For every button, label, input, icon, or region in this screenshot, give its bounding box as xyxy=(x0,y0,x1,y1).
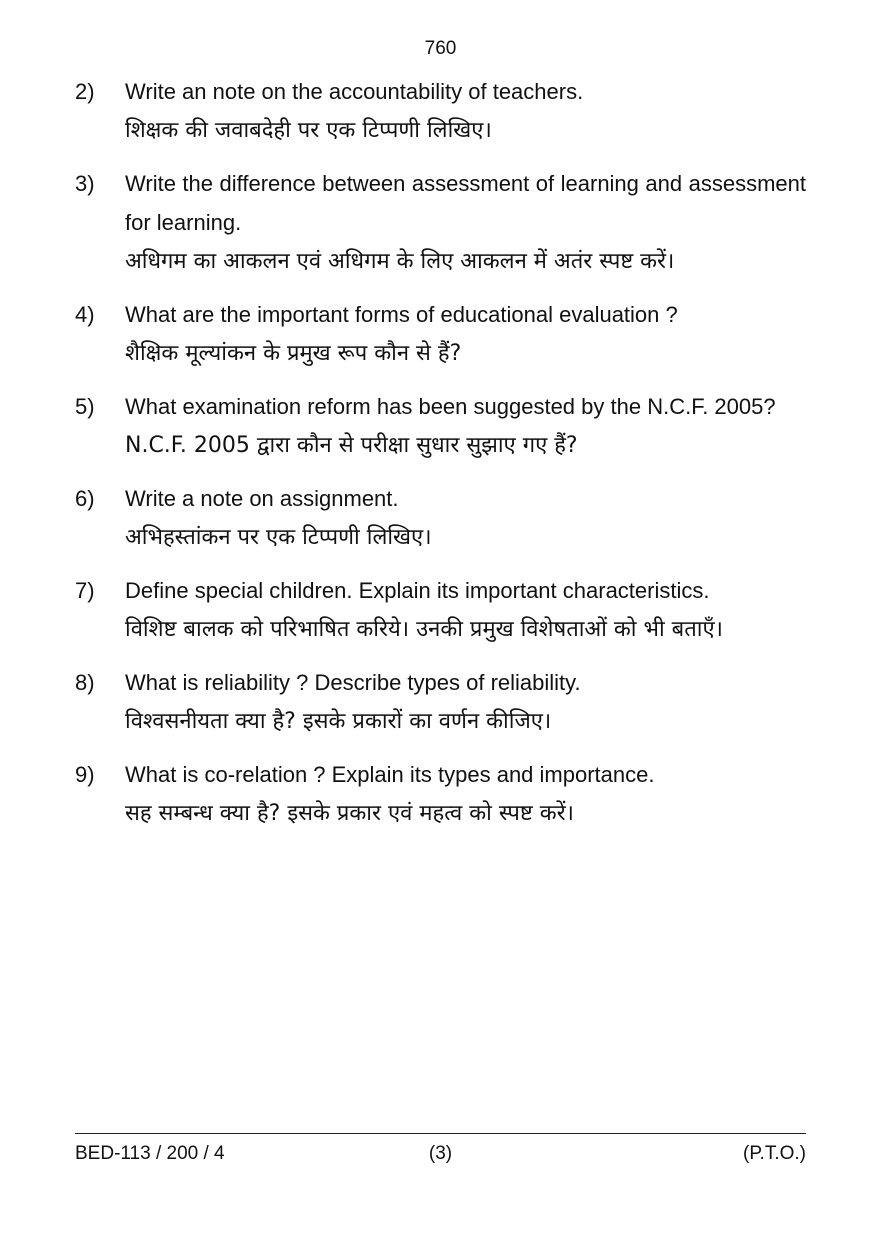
page-number: 760 xyxy=(424,38,457,59)
question-number: 5) xyxy=(75,394,95,419)
question-body xyxy=(125,72,806,150)
question-number: 2) xyxy=(75,79,95,104)
question-body xyxy=(125,295,806,373)
question-text-hindi: अभिहस्तांकन पर एक टिप्पणी लिखिए। xyxy=(125,525,432,550)
paper-code: BED-113 / 200 / 4 xyxy=(75,1143,225,1164)
question-body xyxy=(125,479,806,557)
question-body xyxy=(125,571,806,649)
page-footer xyxy=(75,1143,806,1169)
question-item xyxy=(75,755,806,833)
question-number: 4) xyxy=(75,302,95,327)
question-text-english: What is co-relation ? Explain its types and importance. xyxy=(125,762,655,787)
question-item xyxy=(75,72,806,150)
question-text-hindi: विशिष्ट बालक को परिभाषित करिये। उनकी प्रमुख विशेषताओं को भी बताएँ। xyxy=(125,617,723,642)
question-item xyxy=(75,295,806,373)
question-number: 6) xyxy=(75,486,95,511)
question-body xyxy=(125,164,806,281)
question-text-english: What are the important forms of educational evaluation ? xyxy=(125,302,678,327)
question-item xyxy=(75,663,806,741)
question-text-hindi: N.C.F. 2005 द्वारा कौन से परीक्षा सुधार सुझाए गए हैं? xyxy=(125,433,578,458)
question-item xyxy=(75,387,806,465)
question-body xyxy=(125,663,806,741)
question-item xyxy=(75,571,806,649)
question-body xyxy=(125,755,806,833)
question-item xyxy=(75,164,806,281)
please-turn-over: (P.T.O.) xyxy=(743,1143,806,1164)
question-item xyxy=(75,479,806,557)
question-text-english: What is reliability ? Describe types of reliability. xyxy=(125,670,581,695)
question-text-english: Write the difference between assessment of learning and assessment for learning. xyxy=(125,171,806,235)
question-text-hindi: शिक्षक की जवाबदेही पर एक टिप्पणी लिखिए। xyxy=(125,118,492,143)
question-number: 7) xyxy=(75,578,95,603)
question-text-hindi: विश्वसनीयता क्या है? इसके प्रकारों का वर्णन कीजिए। xyxy=(125,709,552,734)
question-text-hindi: अधिगम का आकलन एवं अधिगम के लिए आकलन में अतंर स्पष्ट करें। xyxy=(125,249,675,274)
question-text-english: Write a note on assignment. xyxy=(125,486,399,511)
question-text-hindi: शैक्षिक मूल्यांकन के प्रमुख रूप कौन से हैं? xyxy=(125,341,462,366)
footer-divider xyxy=(75,1133,806,1134)
question-text-english: Write an note on the accountability of teachers. xyxy=(125,79,584,104)
question-number: 3) xyxy=(75,171,95,196)
sheet-number: (3) xyxy=(428,1143,453,1164)
question-list xyxy=(75,72,806,847)
question-body xyxy=(125,387,806,465)
question-text-hindi: सह सम्बन्ध क्या है? इसके प्रकार एवं महत्व को स्पष्ट करें। xyxy=(125,801,574,826)
question-number: 9) xyxy=(75,762,95,787)
question-text-english: What examination reform has been suggested by the N.C.F. 2005? xyxy=(125,394,776,419)
question-text-english: Define special children. Explain its important characteristics. xyxy=(125,578,710,603)
question-number: 8) xyxy=(75,670,95,695)
